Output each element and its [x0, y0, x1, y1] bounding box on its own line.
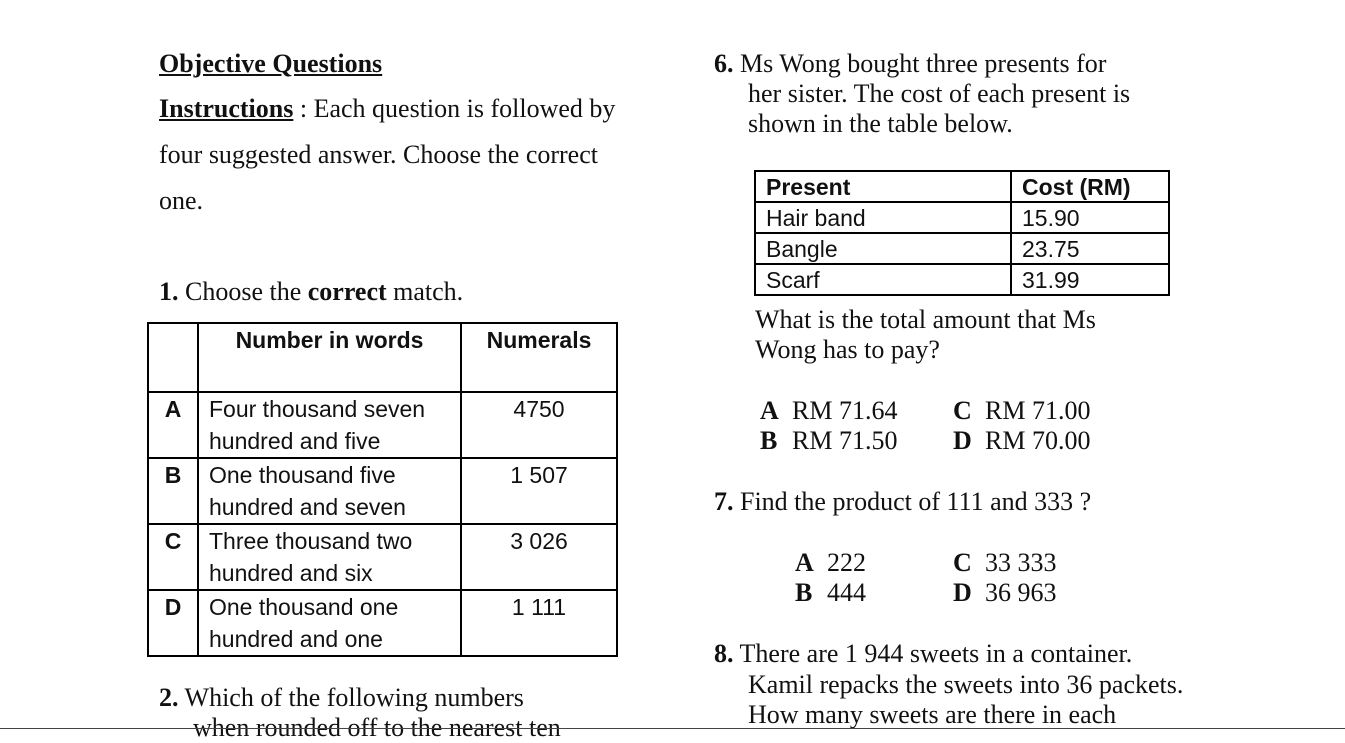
question-6-line-2: her sister. The cost of each present is	[748, 79, 1131, 108]
table-row	[148, 524, 617, 590]
table-row	[755, 233, 1169, 264]
option-letter: A	[148, 392, 198, 458]
numeral: 1 507	[461, 458, 617, 524]
question-8-line-3: How many sweets are there in each	[748, 700, 1117, 729]
table-row	[755, 202, 1169, 233]
question-6-line-3: shown in the table below.	[748, 109, 1013, 138]
section-heading: Objective Questions	[159, 49, 383, 78]
q6-option-d: D RM 70.00	[953, 426, 1091, 455]
question-6-prompt-line-2: Wong has to pay?	[755, 335, 940, 364]
number-in-words: One thousand five hundred and seven	[198, 458, 461, 524]
q7-option-a: A 222	[795, 548, 866, 577]
q7-option-c: C 33 333	[953, 548, 1057, 577]
question-7: 7. Find the product of 111 and 333 ?	[714, 487, 1092, 516]
q6-price-table	[754, 170, 1170, 296]
q6-option-c: C RM 71.00	[953, 396, 1091, 425]
q7-option-d: D 36 963	[953, 578, 1057, 607]
table-header-cell: Present	[755, 171, 1011, 202]
q6-option-a: A RM 71.64	[760, 396, 898, 425]
instructions-line-3: one.	[159, 186, 204, 215]
question-6-prompt-line-1: What is the total amount that Ms	[755, 305, 1096, 334]
question-6: 6. Ms Wong bought three presents for	[714, 49, 1107, 78]
instructions-line-2: four suggested answer. Choose the correct	[159, 140, 598, 169]
numeral: 4750	[461, 392, 617, 458]
table-row	[148, 392, 617, 458]
page-bottom-divider	[0, 728, 1345, 729]
numeral: 3 026	[461, 524, 617, 590]
present-cost: 15.90	[1011, 202, 1169, 233]
q7-option-b: B 444	[795, 578, 866, 607]
option-letter: D	[148, 590, 198, 656]
table-header-row	[755, 171, 1169, 202]
table-header-row	[148, 323, 617, 392]
q1-match-table	[147, 322, 618, 657]
table-header-cell: Numerals	[461, 323, 617, 392]
numeral: 1 111	[461, 590, 617, 656]
q6-option-b: B RM 71.50	[760, 426, 898, 455]
table-row	[755, 264, 1169, 295]
option-letter: C	[148, 524, 198, 590]
question-2-line-2: when rounded off to the nearest ten	[193, 713, 561, 742]
question-1: 1. Choose the correct match.	[159, 277, 464, 306]
present-item: Hair band	[755, 202, 1011, 233]
number-in-words: One thousand one hundred and one	[198, 590, 461, 656]
question-2: 2. Which of the following numbers	[159, 683, 524, 712]
present-item: Bangle	[755, 233, 1011, 264]
table-row	[148, 590, 617, 656]
table-header-cell	[148, 323, 198, 392]
question-8: 8. There are 1 944 sweets in a container.	[714, 639, 1133, 668]
number-in-words: Four thousand seven hundred and five	[198, 392, 461, 458]
instructions-line-1: Instructions : Each question is followed by	[159, 94, 616, 123]
table-row	[148, 458, 617, 524]
present-cost: 31.99	[1011, 264, 1169, 295]
present-cost: 23.75	[1011, 233, 1169, 264]
option-letter: B	[148, 458, 198, 524]
table-header-cell: Cost (RM)	[1011, 171, 1169, 202]
present-item: Scarf	[755, 264, 1011, 295]
table-header-cell: Number in words	[198, 323, 461, 392]
question-8-line-2: Kamil repacks the sweets into 36 packets.	[748, 670, 1184, 699]
number-in-words: Three thousand two hundred and six	[198, 524, 461, 590]
